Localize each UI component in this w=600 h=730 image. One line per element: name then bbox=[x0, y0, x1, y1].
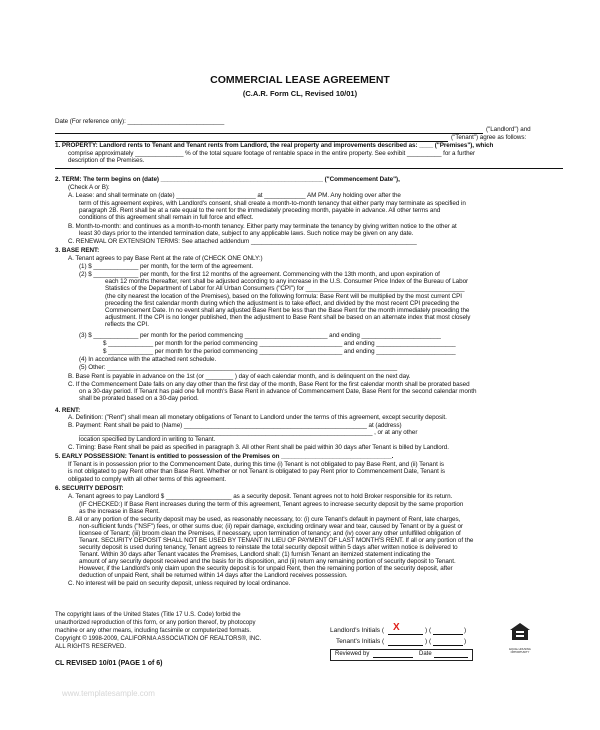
body-line: each 12 months thereafter, rent shall be adjusted according to any increase in the U.S. Consumer Price Index of the Bureau of Labor bbox=[105, 278, 469, 285]
body-line: B. Base Rent is payable in advance on the 1st (or ________ ) day of each calendar month, and is delinquent on the next day. bbox=[68, 373, 411, 380]
body-line: If Tenant is in possession prior to the Commencement Date, during this time (i) Tenant is not obligated to pay Base Rent, and (ii) Tenant is bbox=[68, 461, 444, 468]
body-line: Date (For reference only): ____________________________ bbox=[55, 118, 225, 125]
tenant-initials-field-2[interactable] bbox=[433, 645, 463, 646]
body-line: $ _____________ per month for the period commencing ________________________ and ending _______________________ bbox=[103, 340, 456, 347]
body-line: B. All or any portion of the security deposit may be used, as reasonably necessary, to: (i) cure Tenant's default in payment of Rent, late charges, bbox=[68, 516, 461, 523]
document-title: COMMERCIAL LEASE AGREEMENT bbox=[210, 74, 390, 86]
body-line: C. No interest will be paid on security deposit, unless required by local ordinance. bbox=[68, 580, 291, 587]
tenant-initials-field-1[interactable] bbox=[388, 645, 423, 646]
landlord-name-line[interactable] bbox=[55, 133, 483, 134]
body-line: description of the Premises. bbox=[68, 157, 145, 164]
body-line: as the increase in Base Rent. bbox=[79, 508, 160, 515]
body-line: C. Timing: Base Rent shall be paid as specified in paragraph 3. All other Rent shall be paid within 30 days after Tenant is billed by Landlord. bbox=[68, 444, 449, 451]
body-line: Tenant. SECURITY DEPOSIT SHALL NOT BE USED BY TENANT IN LIEU OF PAYMENT OF LAST MONTH'S RENT. If all or any portion of the bbox=[79, 537, 474, 544]
review-box bbox=[330, 649, 473, 661]
body-line: paragraph 2B. Rent shall be at a rate equal to the rent for the immediately preceding month, payable in advance. All other terms and bbox=[79, 207, 441, 214]
document-page: COMMERCIAL LEASE AGREEMENT (C.A.R. Form CL, Revised 10/01) Date (For reference only): ____________________________ ("Landlord") and ("Tenant") agree as follows: 1. PROPERTY: Landlord rents to Tenant and Tenant rents from Landlord, the real property and improvements described as: ____ ("Premises"), which comprise approximately ______________ % of the total square footage of rentable space in the entire property. See exhibit __________ for a further description of the Premises. 2. TERM: The term begins on (date) _______________________________________________ ("Commencement Date"), (Check A or B): A. Lease: and shall terminate on (date) _______________________ at ____________ AM PM. Any holding over after the term of this agreement expires, with Landlord's consent, shall create a month-to-month tenancy that either party may terminate as specified in paragraph 2B. Rent shall be at a rate equal to the rent for the immediately preceding month, payable in advance. All other terms and conditions of this agreement shall remain in full force and effect. B. Month-to-month: and continues as a month-to-month tenancy. Either party may terminate the tenancy by giving written notice to the other at least 30 days prior to the intended termination date, subject to any applicable laws. Such notice may be given on any date. C. RENEWAL OR EXTENSION TERMS: See attached addendum ________________________________________________ 3. BASE RENT: A. Tenant agrees to pay Base Rent at the rate of (CHECK ONE ONLY:) (1) $ _____________ per month, for the term of the agreement. (2) $ _____________ per month, for the first 12 months of the agreement. Commencing with the 13th month, and upon expiration of each 12 months thereafter, rent shall be adjusted according to any increase in the U.S. Consumer Price Index of the Bureau of Labor Statistics of the Department of Labor for All Urban Consumers ("CPI") for ______________________________________________ (the city nearest the location of the Premises), based on the following formula: Base Rent will be multiplied by the most current CPI preceding the first calendar month during which the adjustment is to take effect, and divided by the most recent CPI preceding the Commencement Date. In no event shall any adjusted Base Rent be less than the Base Rent for the month immediately preceding the adjustment. If the CPI is no longer published, then the adjustment to Base Rent shall be based on an alternate index that most closely reflects the CPI. (3) $ _____________ per month for the period commencing ________________________ and ending _______________________ $ _____________ per month for the period commencing ________________________ and ending _______________________ $ _____________ per month for the period commencing ________________________ and ending _______________________ (4) In accordance with the attached rent schedule. (5) Other: ____________________________________________________________________________________ B. Base Rent is payable in advance on the 1st (or ________ ) day of each calendar month, and is delinquent on the next day. C. If the Commencement Date falls on any day other than the first day of the month, Base Rent for the first calendar month shall be prorated based on a 30-day period. If Tenant has paid one full month's Base Rent in advance of Commencement Date, Base Rent for the second calendar month shall be prorated based on a 30-day period. 4. RENT: A. Definition: ("Rent") shall mean all monetary obligations of Tenant to Landlord under the terms of this agreement, except security deposit. B. Payment: Rent shall be paid to (Name) _____________________________________________________ at (address) _____________________________________________________________________________________ , or at any other location specified by Landlord in writing to Tenant. C. Timing: Base Rent shall be paid as specified in paragraph 3. All other Rent shall be paid within 30 days after Tenant is billed by Landlord. 5. EARLY POSSESSION: Tenant is entitled to possession of the Premises on ________________________________. If Tenant is in possession prior to the Commencement Date, during this time (i) Tenant is not obligated to pay Base Rent, and (ii) Tenant is is not obligated to pay Rent other than Base Rent. Whether or not Tenant is obligated to pay Rent prior to Commencement Date, Tenant is obligated to comply with all other terms of this agreement. 6. SECURITY DEPOSIT: A. Tenant agrees to pay Landlord $ ___________________ as a security deposit. Tenant agrees not to hold Broker responsible for its return. (IF CHECKED:) If Base Rent increases during the term of this agreement, Tenant agrees to increase security deposit by the same proportion as the increase in Base Rent. B. All or any portion of the security deposit may be used, as reasonably necessary, to: (i) cure Tenant's default in payment of Rent, late charges, non-sufficient funds ("NSF") fees, or other sums due; (ii) repair damage, excluding ordinary wear and tear, caused by Tenant or by a guest or licensee of Tenant; (iii) broom clean the Premises, if necessary, upon termination of tenancy; and (iv) cover any other unfulfilled obligation of Tenant. SECURITY DEPOSIT SHALL NOT BE USED BY TENANT IN LIEU OF PAYMENT OF LAST MONTH'S RENT. If all or any portion of the security deposit is used during tenancy, Tenant agrees to reinstate the total security deposit within 5 days after written notice is delivered to Tenant. Within 30 days after Tenant vacates the Premises, Landlord shall: (1) furnish Tenant an itemized statement indicating the amount of any security deposit received and the basis for its disposition, and (ii) return any remaining portion of security deposit to Tenant. However, if the Landlord's only claim upon the security deposit is for unpaid Rent, then the remaining portion of the security deposit, after deduction of unpaid Rent, shall be returned within 14 days after the Landlord receives possession. C. No interest will be paid on security deposit, unless required by local ordinance. The copyright laws of the United States (Title 17 U.S. Code) forbid the unauthorized reproduction of this form, or any portion thereof, by photocopy machine or any other means, including facsimile or computerized formats. Copyright © 1998-2009, CALIFORNIA ASSOCIATION OF REALTORS®, INC. ALL RIGHTS RESERVED. Landlord's Initials ( X ) ( ) Tenant's Initials ( ) ( ) Reviewed by Date EQUAL HOUSING OPPORTUNITY CL REVISED 10/01 (PAGE 1 of 6) www.templatesample.com bbox=[0, 0, 600, 730]
body-line: (Check A or B): bbox=[68, 184, 110, 191]
body-line: C. RENEWAL OR EXTENSION TERMS: See attached addendum ________________________________________________ bbox=[68, 238, 417, 245]
document-subtitle: (C.A.R. Form CL, Revised 10/01) bbox=[242, 89, 358, 98]
body-line: Tenant. Within 30 days after Tenant vacates the Premises, Landlord shall: (1) furnish Tenant an itemized statement indicating the bbox=[79, 551, 431, 558]
body-line: (IF CHECKED:) If Base Rent increases during the term of this agreement, Tenant agrees to increase security deposit by the same proportion bbox=[79, 501, 464, 508]
body-line: 3. BASE RENT: bbox=[55, 247, 100, 254]
body-line: term of this agreement expires, with Landlord's consent, shall create a month-to-month tenancy that either party may terminate as specified in bbox=[79, 200, 466, 207]
body-line: (3) $ _____________ per month for the period commencing ________________________ and ending _______________________ bbox=[79, 332, 441, 339]
body-line: non-sufficient funds ("NSF") fees, or other sums due; (ii) repair damage, excluding ordinary wear and tear, caused by Tenant or by a guest or bbox=[79, 523, 463, 530]
landlord-initials-label: Landlord's Initials ( bbox=[330, 627, 384, 634]
body-line: A. Definition: ("Rent") shall mean all monetary obligations of Tenant to Landlord under the terms of this agreement, except security deposit. bbox=[68, 414, 447, 421]
body-line: reflects the CPI. bbox=[105, 321, 149, 328]
body-line: comprise approximately ______________ % of the total square footage of rentable space in the entire property. See exhibit __________ for a further bbox=[68, 150, 476, 157]
review-date-field[interactable] bbox=[434, 657, 468, 658]
initial-mark: X bbox=[393, 622, 400, 633]
body-line: deduction of unpaid Rent, shall be returned within 14 days after the Landlord receives possession. bbox=[79, 572, 348, 579]
premises-description-line[interactable] bbox=[55, 168, 563, 169]
body-line: $ _____________ per month for the period commencing ________________________ and ending _______________________ bbox=[103, 348, 456, 355]
body-line: However, if the Landlord's only claim upon the security deposit is for unpaid Rent, then the remaining portion of the security deposit, after bbox=[79, 565, 453, 572]
body-line: adjustment. If the CPI is no longer published, then the adjustment to Base Rent shall be based on an alternate index that most closely bbox=[105, 314, 471, 321]
body-line: on a 30-day period. If Tenant has paid one full month's Base Rent in advance of Commencement Date, Base Rent for the second calendar month bbox=[79, 388, 477, 395]
body-line: (2) $ _____________ per month, for the first 12 months of the agreement. Commencing with the 13th month, and upon expiration of bbox=[79, 271, 440, 278]
body-line: B. Month-to-month: and continues as a month-to-month tenancy. Either party may terminate the tenancy by giving written notice to the other at bbox=[68, 223, 457, 230]
body-line: (1) $ _____________ per month, for the term of the agreement. bbox=[79, 263, 254, 270]
body-line: Statistics of the Department of Labor for All Urban Consumers ("CPI") for ______________________________________________ bbox=[105, 285, 465, 292]
landlord-initials-field-1[interactable] bbox=[388, 634, 423, 635]
tenant-name-line[interactable] bbox=[55, 141, 448, 142]
body-line: Commencement Date. In no event shall any adjusted Base Rent be less than the Base Rent for the month immediately preceding the bbox=[105, 307, 470, 314]
body-line: B. Payment: Rent shall be paid to (Name) _____________________________________________________ at (address) bbox=[68, 422, 402, 429]
body-line: 2. TERM: The term begins on (date) _______________________________________________ ("Commencement Date"), bbox=[55, 176, 400, 183]
body-line: ("Tenant") agree as follows: bbox=[451, 134, 527, 141]
body-line: (the city nearest the location of the Premises), based on the following formula: Base Rent will be multiplied by the most current CPI bbox=[105, 293, 462, 300]
body-line: shall be prorated based on a 30-day period. bbox=[79, 395, 199, 402]
body-line: A. Tenant agrees to pay Base Rent at the rate of (CHECK ONE ONLY:) bbox=[68, 255, 263, 262]
landlord-initials-field-2[interactable] bbox=[433, 634, 463, 635]
body-line: location specified by Landlord in writing to Tenant. bbox=[79, 436, 216, 443]
body-line: (4) In accordance with the attached rent schedule. bbox=[79, 356, 217, 363]
body-line: _____________________________________________________________________________________ , or at any other bbox=[79, 429, 418, 436]
tenant-initials-label: Tenant's Initials ( bbox=[336, 638, 385, 645]
body-line: 1. PROPERTY: Landlord rents to Tenant and Tenant rents from Landlord, the real property and improvements described as: ____ ("Premises"), which bbox=[55, 142, 494, 149]
body-line: conditions of this agreement shall remain in full force and effect. bbox=[79, 214, 254, 221]
body-line: obligated to comply with all other terms of this agreement. bbox=[68, 476, 227, 483]
body-line: security deposit is used during tenancy, Tenant agrees to reinstate the total security deposit within 5 days after written notice is delivered to bbox=[79, 544, 458, 551]
form-revision: CL REVISED 10/01 (PAGE 1 of 6) bbox=[55, 660, 163, 667]
body-line: (5) Other: ____________________________________________________________________________________ bbox=[79, 364, 398, 371]
body-line: preceding the first calendar month during which the adjustment is to take effect, and divided by the most recent CPI preceding the bbox=[105, 300, 460, 307]
body-line: licensee of Tenant; (iii) broom clean the Premises, if necessary, upon termination of tenancy; and (iv) cover any other unfulfilled obligation of bbox=[79, 530, 461, 537]
body-line: ("Landlord") and bbox=[486, 126, 531, 133]
watermark: www.templatesample.com bbox=[62, 689, 155, 698]
body-line: 5. EARLY POSSESSION: Tenant is entitled to possession of the Premises on ________________________________. bbox=[55, 453, 394, 460]
body-line: amount of any security deposit received and the basis for its disposition, and (ii) return any remaining portion of security deposit to Tenant. bbox=[79, 558, 456, 565]
reviewed-by-field[interactable] bbox=[373, 657, 413, 658]
equal-housing-text: EQUAL HOUSING OPPORTUNITY bbox=[509, 648, 531, 654]
body-line: C. If the Commencement Date falls on any day other than the first day of the month, Base Rent for the first calendar month shall be prorated based bbox=[68, 381, 470, 388]
body-line: 6. SECURITY DEPOSIT: bbox=[55, 485, 124, 492]
date-label: Date bbox=[419, 651, 432, 657]
body-line: 4. RENT: bbox=[55, 407, 81, 414]
reviewed-by-label: Reviewed by bbox=[335, 651, 370, 657]
body-line: A. Lease: and shall terminate on (date) _______________________ at ____________ AM PM. Any holding over after the bbox=[68, 192, 401, 199]
body-line: is not obligated to pay Rent other than Base Rent. Whether or not Tenant is obligated to pay Rent prior to Commencement Date, Tenant is bbox=[68, 468, 446, 475]
body-line: least 30 days prior to the intended termination date, subject to any applicable laws. Such notice may be given on any date. bbox=[79, 230, 414, 237]
equal-housing-icon bbox=[509, 622, 531, 654]
body-line: A. Tenant agrees to pay Landlord $ ___________________ as a security deposit. Tenant agrees not to hold Broker responsible for its return. bbox=[68, 493, 453, 500]
